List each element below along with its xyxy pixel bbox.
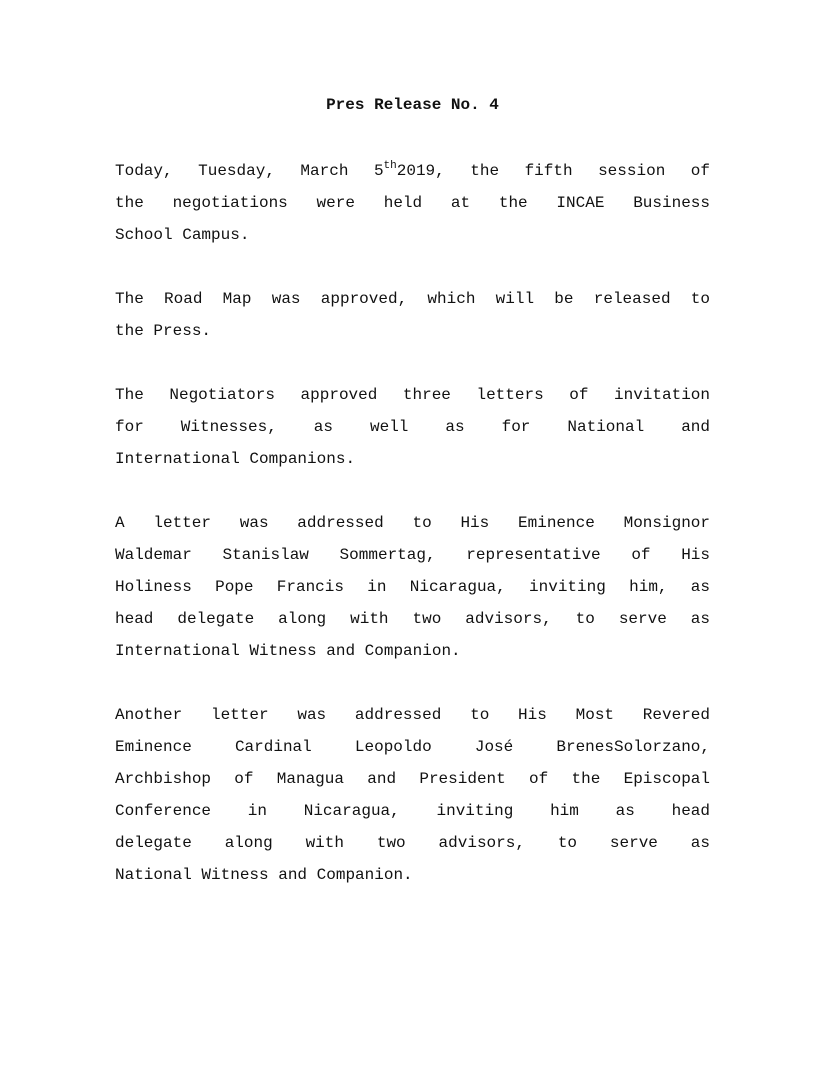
paragraph-line: for Witnesses, as well as for National and (115, 418, 710, 436)
page-title: Pres Release No. 4 (326, 96, 499, 114)
paragraph-line: International Companions. (115, 450, 356, 468)
paragraph-invitations (115, 379, 710, 475)
paragraph-national-witness (115, 699, 710, 891)
paragraph-line: the negotiations were held at the INCAE Business (115, 194, 710, 212)
ordinal-suffix: th (383, 160, 397, 172)
paragraph-line: International Witness and Companion. (115, 642, 461, 660)
paragraph-line: Holiness Pope Francis in Nicaragua, inviting him, as (115, 578, 710, 596)
paragraph-line: delegate along with two advisors, to serve as (115, 834, 710, 852)
paragraph-international-witness (115, 507, 710, 667)
paragraph-line: head delegate along with two advisors, to serve as (115, 610, 710, 628)
paragraph-line: The Road Map was approved, which will be released to (115, 290, 710, 308)
paragraph-line: National Witness and Companion. (115, 866, 413, 884)
paragraph-line: Eminence Cardinal Leopoldo José BrenesSolorzano, (115, 738, 710, 756)
paragraph-line: Archbishop of Managua and President of the Episcopal (115, 770, 710, 788)
paragraph-line: A letter was addressed to His Eminence Monsignor (115, 514, 710, 532)
paragraph-line (115, 155, 710, 187)
paragraph-line: Conference in Nicaragua, inviting him as head (115, 802, 710, 820)
date-text: Today, Tuesday, March 5 (115, 162, 384, 180)
paragraph-session-date (115, 155, 710, 251)
paragraph-line: The Negotiators approved three letters of invitation (115, 386, 710, 404)
date-continuation: 2019, the fifth session of (396, 162, 710, 180)
paragraph-line: Another letter was addressed to His Most Revered (115, 706, 710, 724)
paragraph-line: Waldemar Stanislaw Sommertag, representative of His (115, 546, 710, 564)
paragraph-line: the Press. (115, 322, 212, 340)
paragraph-line: School Campus. (115, 226, 250, 244)
paragraph-road-map (115, 283, 710, 347)
